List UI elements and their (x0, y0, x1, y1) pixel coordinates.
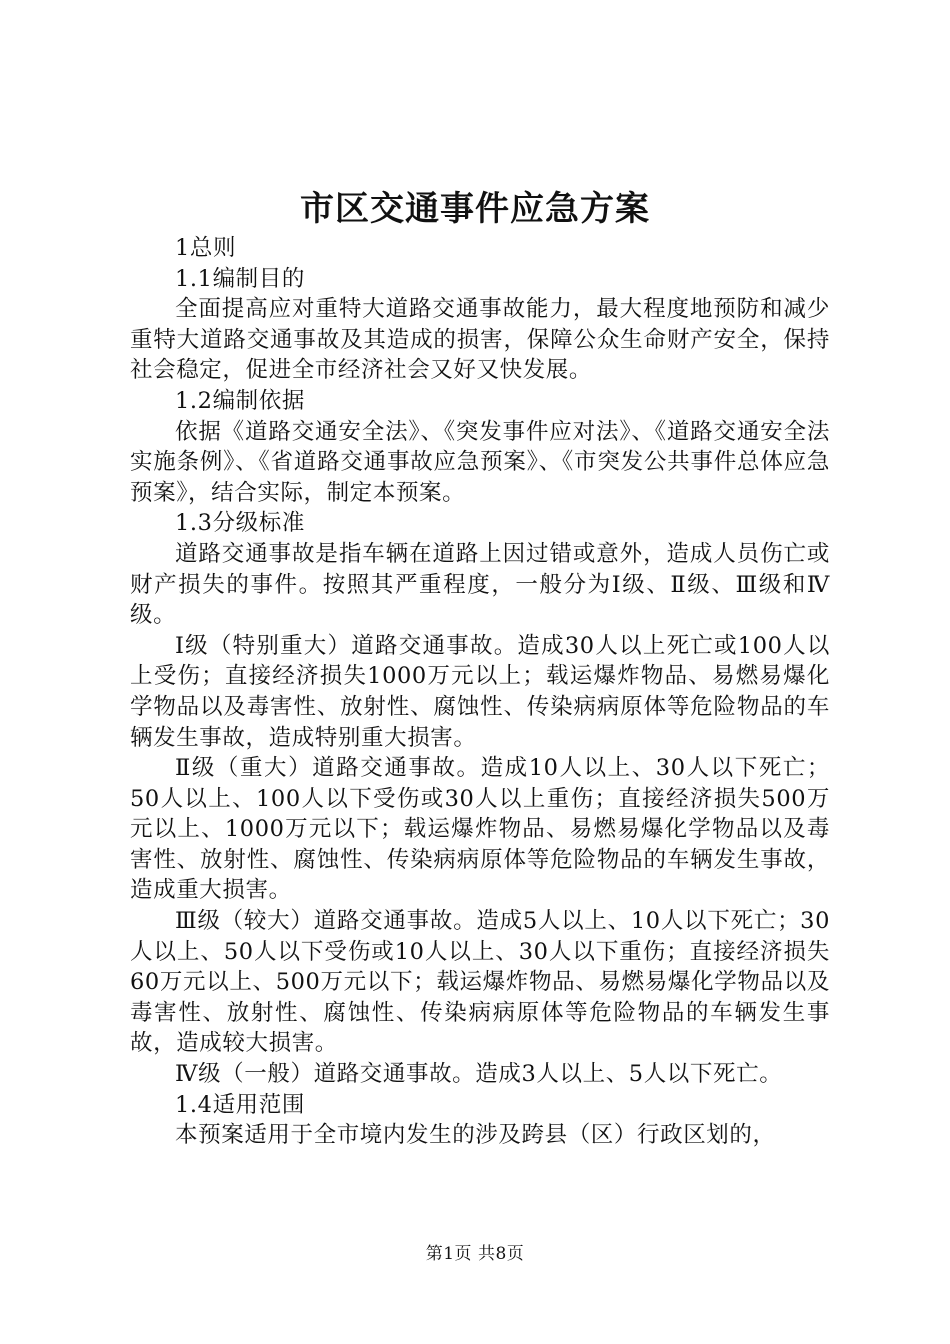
paragraph-scope: 本预案适用于全市境内发生的涉及跨县（区）行政区划的， (175, 1122, 776, 1149)
paragraph-classification-intro: 道路交通事故是指车辆在道路上因过错或意外，造成人员伤亡或财产损失的事件。按照其严重程度，一般分为Ⅰ级、Ⅱ级、Ⅲ级和Ⅳ级。 (130, 540, 830, 629)
paragraph-basis: 依据《道路交通安全法》、《突发事件应对法》、《道路交通安全法实施条例》、《省道路交通事故应急预案》、《市突发公共事件总体应急预案》，结合实际，制定本预案。 (130, 418, 830, 506)
paragraph-level-1: Ⅰ级（特别重大）道路交通事故。造成30人以上死亡或100人以上受伤；直接经济损失1000万元以上；载运爆炸物品、易燃易爆化学物品以及毒害性、放射性、腐蚀性、传染病病原体等危险物品的车辆发生事故，造成特别重大损害。 (130, 632, 830, 751)
paragraph-level-4: Ⅳ级（一般）道路交通事故。造成3人以上、5人以下死亡。 (175, 1061, 783, 1088)
page-footer: 第1页 共8页 (425, 1244, 525, 1264)
paragraph-purpose: 全面提高应对重特大道路交通事故能力，最大程度地预防和减少重特大道路交通事故及其造成的损害，保障公众生命财产安全，保持社会稳定，促进全市经济社会又好又快发展。 (130, 296, 830, 384)
section-heading-classification: 1.3分级标准 (175, 510, 305, 537)
document-body (130, 233, 830, 1151)
section-heading-scope: 1.4适用范围 (175, 1091, 305, 1118)
section-heading-purpose: 1.1编制目的 (175, 265, 305, 292)
section-heading-basis: 1.2编制依据 (175, 387, 305, 414)
paragraph-level-3: Ⅲ级（较大）道路交通事故。造成5人以上、10人以下死亡；30人以上、50人以下受伤或10人以上、30人以下重伤；直接经济损失60万元以上、500万元以下；载运爆炸物品、易燃易爆化学物品以及毒害性、放射性、腐蚀性、传染病病原体等危险物品的车辆发生事故，造成较大损害。 (130, 908, 830, 1057)
document-title: 市区交通事件应急方案 (300, 189, 650, 229)
paragraph-level-2: Ⅱ级（重大）道路交通事故。造成10人以上、30人以下死亡；50人以上、100人以下受伤或30人以上重伤；直接经济损失500万元以上、1000万元以下；载运爆炸物品、易燃易爆化学物品以及毒害性、放射性、腐蚀性、传染病病原体等危险物品的车辆发生事故，造成重大损害。 (130, 755, 830, 904)
section-heading-general: 1总则 (175, 235, 237, 261)
